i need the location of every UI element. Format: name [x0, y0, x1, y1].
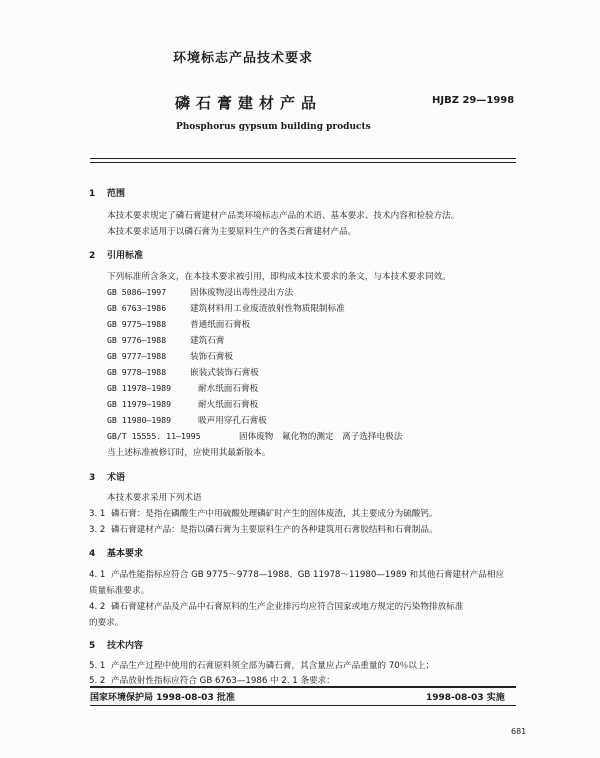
section-title: 基本要求 — [107, 549, 144, 559]
section-2-intro: 下列标准所含条文，在本技术要求被引用，即构成本技术要求的条文，与本技术要求同效。 — [107, 272, 451, 282]
reference-item — [107, 382, 258, 394]
doc-title: 磷石膏建材产品 — [175, 94, 323, 112]
clause-text: 磷石膏建材产品：是指以磷石膏为主要原料生产的各种建筑用石膏胶结料和石膏制品。 — [111, 525, 438, 535]
footer-rule-bottom — [90, 705, 516, 706]
clause-4-2 — [89, 600, 463, 612]
reference-name: 固体废物 氟化物的测定 离子选择电极法 — [239, 432, 403, 442]
clause-4-1-cont: 质量标准要求。 — [89, 586, 150, 596]
clause-number: 4. 2 — [89, 602, 106, 612]
clause-4-1 — [89, 568, 504, 580]
reference-item — [107, 302, 345, 314]
reference-code: GB 11978—1989 — [107, 383, 172, 393]
section-1-heading — [89, 186, 125, 199]
section-5-heading — [89, 638, 143, 651]
reference-code: GB 9775—1988 — [107, 319, 167, 329]
header-rule-top — [90, 158, 516, 159]
reference-code: GB 11979—1989 — [107, 399, 172, 409]
clause-5-1 — [89, 659, 434, 671]
clause-4-2-cont: 的要求。 — [89, 618, 124, 628]
reference-name: 建筑石膏 — [190, 336, 225, 346]
section-number: 3 — [89, 473, 96, 483]
reference-code: GB 11980—1989 — [107, 415, 172, 425]
section-title: 引用标准 — [107, 251, 144, 261]
section-number: 2 — [89, 251, 96, 261]
clause-text: 磷石膏：是指在磷酸生产中用硫酸处理磷矿时产生的固体废渣，其主要成分为硫酸钙。 — [111, 509, 438, 519]
section-title: 范围 — [107, 189, 126, 199]
clause-text: 产品生产过程中使用的石膏原料须全部为磷石膏，其含量应占产品重量的 70％以上； — [111, 661, 435, 671]
clause-number: 5. 2 — [89, 676, 106, 686]
reference-code: GB 9778—1988 — [107, 367, 167, 377]
reference-name: 耐水纸面石膏板 — [198, 384, 259, 394]
reference-code: GB 5086—1997 — [107, 287, 167, 297]
implementation-date: 1998-08-03 实施 — [426, 693, 505, 703]
doc-english-title: Phosphorus gypsum building products — [176, 122, 371, 132]
section-1-para-1: 本技术要求规定了磷石膏建材产品类环境标志产品的术语、基本要求、技术内容和检验方法。 — [107, 211, 460, 221]
section-2-outro: 当上述标准被修订时，应使用其最新版本。 — [107, 448, 271, 458]
clause-number: 3. 2 — [89, 525, 106, 535]
reference-item — [107, 414, 267, 426]
reference-name: 普通纸面石膏板 — [190, 320, 251, 330]
clause-number: 3. 1 — [89, 509, 106, 519]
header-title: 环境标志产品技术要求 — [173, 51, 314, 66]
reference-item — [107, 430, 402, 442]
clause-3-1 — [89, 507, 438, 519]
reference-name: 嵌装式装饰石膏板 — [190, 368, 259, 378]
section-title: 术语 — [107, 473, 126, 483]
reference-code: GB/T 15555. 11—1995 — [107, 431, 201, 441]
reference-item — [107, 366, 259, 378]
reference-item — [107, 334, 224, 346]
section-2-heading — [89, 248, 143, 261]
clause-text: 产品放射性指标应符合 GB 6763—1986 中 2. 1 条要求： — [111, 676, 335, 686]
section-number: 1 — [89, 189, 96, 199]
section-1-para-2: 本技术要求适用于以磷石膏为主要原料生产的各类石膏建材产品。 — [107, 227, 357, 237]
reference-code: GB 9777—1988 — [107, 351, 167, 361]
reference-name: 建筑材料用工业废渣放射性物质限制标准 — [190, 304, 345, 314]
doc-code: HJBZ 29—1998 — [432, 95, 515, 106]
reference-name: 吸声用穿孔石膏板 — [198, 416, 267, 426]
section-number: 4 — [89, 549, 96, 559]
clause-text: 磷石膏建材产品及产品中石膏原料的生产企业排污均应符合国家或地方规定的污染物排放标准 — [111, 602, 464, 612]
reference-name: 装饰石膏板 — [190, 352, 233, 362]
reference-code: GB 9776—1988 — [107, 335, 167, 345]
clause-5-2 — [89, 674, 335, 686]
reference-item — [107, 398, 258, 410]
page-number: 681 — [511, 727, 527, 736]
header-rule-bottom — [90, 162, 516, 163]
reference-item — [107, 318, 250, 330]
approval-line: 国家环境保护局 1998-08-03 批准 — [90, 693, 235, 703]
reference-name: 耐火纸面石膏板 — [198, 400, 259, 410]
section-title: 技术内容 — [107, 641, 144, 651]
section-3-heading — [89, 470, 125, 483]
clause-number: 4. 1 — [89, 570, 106, 580]
clause-3-2 — [89, 523, 438, 535]
section-4-heading — [89, 546, 143, 559]
section-number: 5 — [89, 641, 96, 651]
reference-item — [107, 350, 233, 362]
section-3-intro: 本技术要求采用下列术语 — [107, 493, 202, 503]
clause-text: 产品性能指标应符合 GB 9775～9778—1988、GB 11978～11980—1989 和其他石膏建材产品相应 — [111, 570, 505, 580]
reference-item — [107, 286, 293, 298]
reference-code: GB 6763—1986 — [107, 303, 167, 313]
reference-name: 固体废物浸出毒性浸出方法 — [190, 288, 294, 298]
clause-number: 5. 1 — [89, 661, 106, 671]
footer-rule — [90, 686, 516, 688]
